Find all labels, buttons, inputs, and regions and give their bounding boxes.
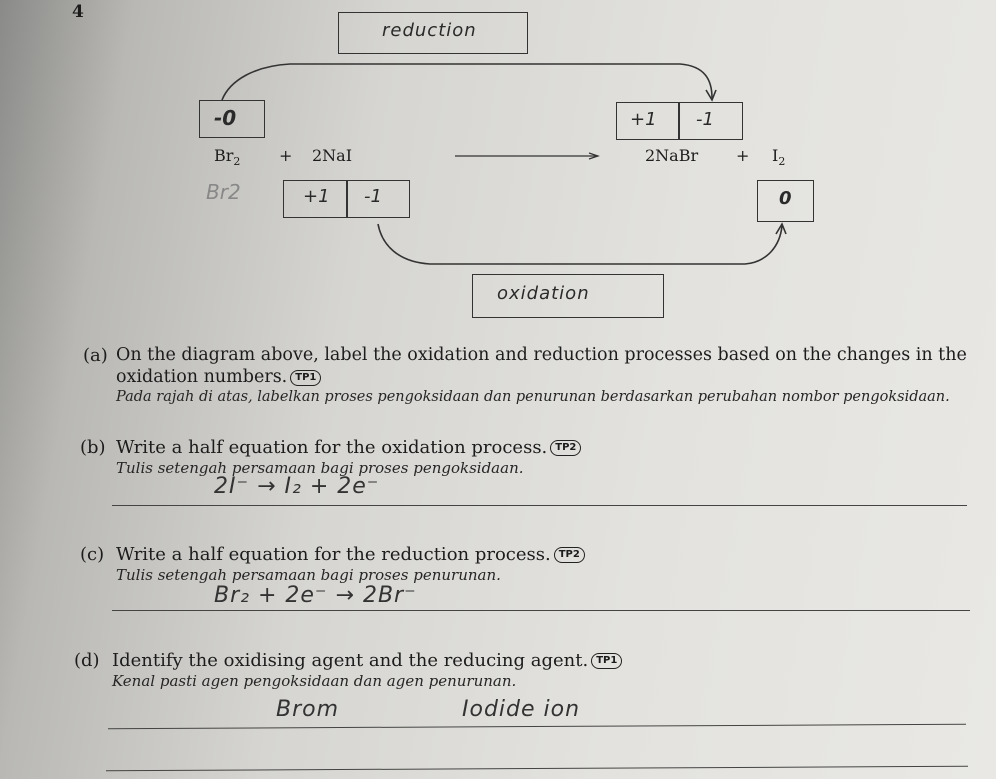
page-number: 4	[72, 2, 84, 22]
question-c-malay: Tulis setengah persamaan bagi proses penurunan.	[116, 566, 501, 584]
question-d-answer-reducing-agent: Iodide ion	[462, 697, 581, 722]
nai-i-oxidation-number: -1	[364, 186, 382, 207]
question-c-text: Write a half equation for the reduction process. TP2	[116, 544, 585, 565]
question-a-letter: (a)	[83, 345, 108, 366]
question-b-malay: Tulis setengah persamaan bagi proses pengoksidaan.	[116, 459, 524, 477]
equation-plus-1: +	[279, 146, 293, 165]
question-b-letter: (b)	[80, 437, 106, 458]
question-d-letter: (d)	[74, 650, 100, 671]
question-c-answer-line	[112, 610, 970, 611]
question-d-text: Identify the oxidising agent and the reducing agent. TP1	[112, 650, 622, 671]
tp-badge: TP2	[554, 547, 585, 563]
reduction-label: reduction	[382, 20, 477, 41]
question-c-answer: Br₂ + 2e⁻ → 2Br⁻	[214, 583, 417, 608]
i2-oxidation-number: 0	[779, 188, 792, 209]
oxidation-label: oxidation	[497, 283, 590, 304]
tp-badge: TP1	[591, 653, 622, 669]
equation-i2: $I_2$	[772, 146, 786, 169]
br2-oxidation-number: -0	[214, 106, 237, 130]
question-b-answer: 2I⁻ → I₂ + 2e⁻	[214, 474, 380, 499]
equation-nabr: 2NaBr	[645, 146, 699, 165]
equation-br2: $Br_2$	[214, 146, 241, 169]
question-d-malay: Kenal pasti agen pengoksidaan dan agen penurunan.	[112, 672, 517, 690]
question-c-letter: (c)	[80, 544, 105, 565]
tp-badge: TP1	[290, 370, 321, 386]
nabr-na-oxidation-number: +1	[630, 109, 657, 130]
question-d-answer-oxidising-agent: Brom	[276, 697, 340, 722]
question-b-text: Write a half equation for the oxidation process. TP2	[116, 437, 581, 458]
question-a-text-line2: oxidation numbers. TP1	[116, 367, 321, 387]
tp-badge: TP2	[550, 440, 581, 456]
question-a-malay: Pada rajah di atas, labelkan proses pengoksidaan dan penurunan berdasarkan perubahan nombor pengoksidaan.	[116, 389, 950, 405]
equation-plus-2: +	[736, 146, 750, 165]
br2-scribble: Br2	[206, 180, 241, 204]
question-b-answer-line	[112, 505, 967, 506]
nabr-br-oxidation-number: -1	[696, 109, 714, 130]
question-a-text-line1: On the diagram above, label the oxidation and reduction processes based on the changes in the	[116, 345, 967, 365]
nai-na-oxidation-number: +1	[303, 186, 330, 207]
equation-nai: 2NaI	[312, 146, 353, 165]
